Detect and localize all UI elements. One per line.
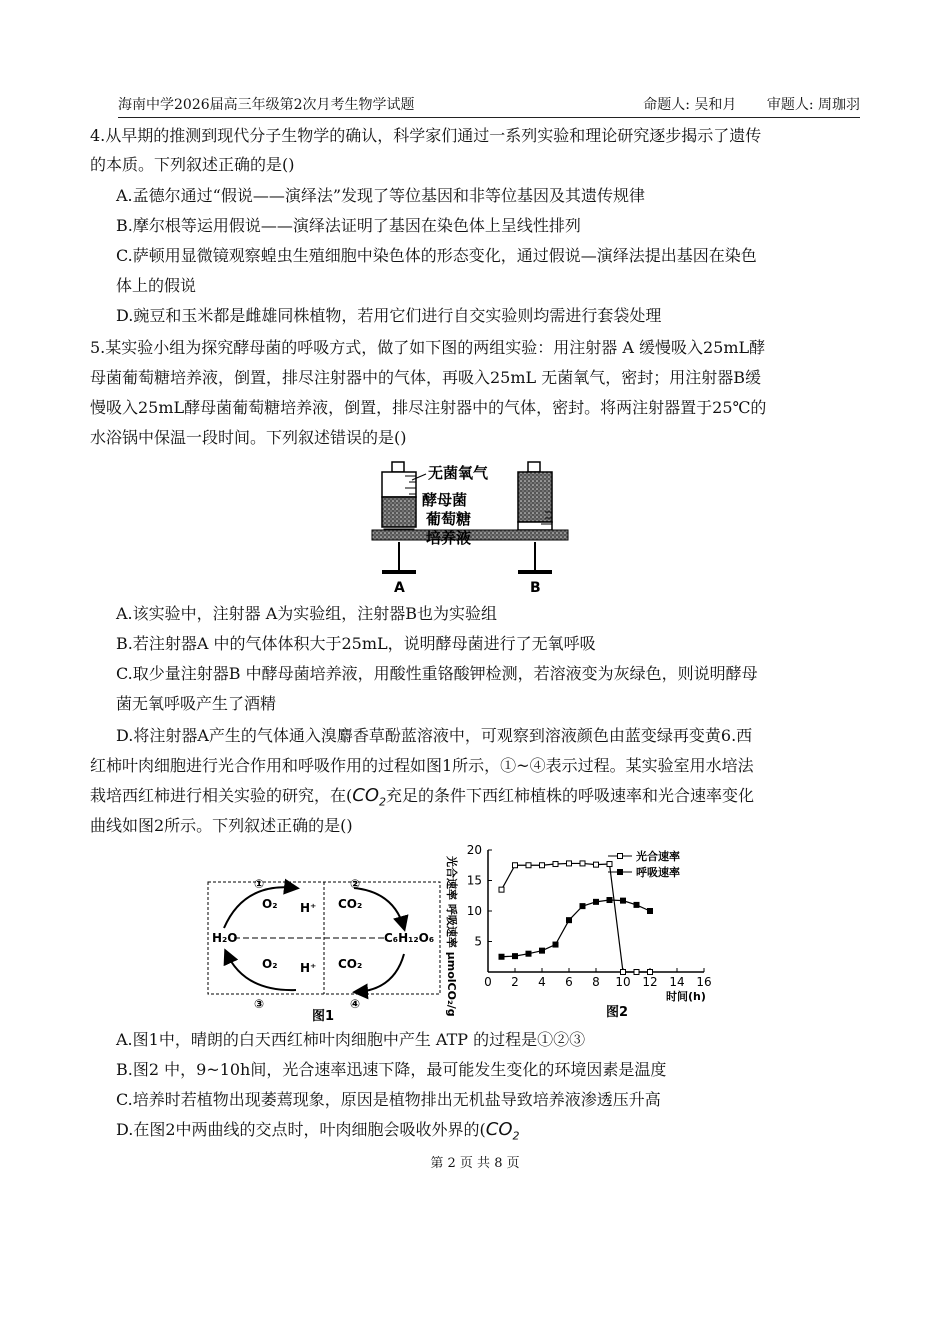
series-line-1 — [502, 863, 651, 972]
label-glucose: 葡萄糖 — [426, 510, 472, 528]
fig1-glucose: C₆H₁₂O₆ — [384, 931, 435, 945]
fig1-h2o: H₂O — [212, 931, 238, 945]
q5-option-d-q6-stem-1: D.将注射器A产生的气体通入溴麝香草酚蓝溶液中，可观察到溶液颜色由蓝变绿再变黄6.西 — [116, 726, 753, 745]
q5-option-c-1: C.取少量注射器B 中酵母菌培养液，用酸性重铬酸钾检测，若溶液变为灰绿色，则说明酵母 — [116, 664, 758, 683]
x-tick-label: 0 — [484, 975, 492, 989]
q5-option-a: A.该实验中，注射器 A为实验组，注射器B也为实验组 — [116, 604, 498, 623]
data-point — [607, 862, 612, 867]
exam-title: 海南中学2026届高三年级第2次月考生物学试题 — [118, 97, 415, 113]
data-point — [526, 863, 531, 868]
q4-option-a: A.孟德尔通过“假说——演绎法”发现了等位基因和非等位基因及其遗传规律 — [116, 186, 646, 205]
q5-stem-2: 母菌葡萄糖培养液，倒置，排尽注射器中的气体，再吸入25mL 无菌氧气，密封；用注射器B缓 — [90, 368, 762, 387]
data-point — [513, 954, 518, 959]
page-header — [118, 94, 860, 118]
x-tick-label: 2 — [511, 975, 519, 989]
data-point — [580, 861, 585, 866]
data-point — [594, 899, 599, 904]
q6-option-a: A.图1中，晴朗的白天西红柿叶肉细胞中产生 ATP 的过程是①②③ — [116, 1030, 586, 1049]
fig1-step-1: ① — [254, 877, 265, 891]
y-tick-label: 5 — [474, 934, 482, 949]
data-point — [540, 863, 545, 868]
page-footer: 第 2 页 共 8 页 — [430, 1156, 520, 1171]
q4-option-c-2: 体上的假说 — [116, 276, 197, 295]
figure-1 — [204, 862, 448, 1022]
q4-option-d: D.豌豆和玉米都是雌雄同株植物，若用它们进行自交实验则均需进行套袋处理 — [116, 306, 662, 325]
data-point — [513, 863, 518, 868]
q5-option-c-2: 菌无氧呼吸产生了酒精 — [116, 694, 277, 713]
x-axis-label: 时间(h) — [666, 990, 706, 1003]
figure-2-chart — [440, 842, 720, 1028]
data-point — [634, 902, 639, 907]
data-point — [540, 948, 545, 953]
data-point — [567, 861, 572, 866]
legend-marker — [618, 870, 623, 875]
syringe-a — [382, 462, 416, 574]
q4-option-c-1: C.萨顿用显微镜观察蝗虫生殖细胞中染色体的形态变化，通过假说—演绎法提出基因在染色 — [116, 246, 757, 265]
y-tick-label: 10 — [466, 904, 482, 918]
q6-option-c: C.培养时若植物出现萎蔫现象，原因是植物排出无机盐导致培养液渗透压升高 — [116, 1090, 661, 1109]
data-point — [607, 898, 612, 903]
fig1-h-bot: H⁺ — [300, 961, 317, 975]
x-tick-label: 10 — [615, 975, 631, 989]
data-point — [553, 862, 558, 867]
fig1-o2-top: O₂ — [262, 897, 278, 911]
fig1-h-top: H⁺ — [300, 901, 317, 915]
x-tick-label: 6 — [565, 975, 573, 989]
data-point — [499, 954, 504, 959]
q5-option-b: B.若注射器A 中的气体体积大于25mL，说明酵母菌进行了无氧呼吸 — [116, 634, 596, 653]
data-point — [526, 951, 531, 956]
q4-option-b: B.摩尔根等运用假说——演绎法证明了基因在染色体上呈线性排列 — [116, 216, 581, 235]
x-tick-label: 8 — [592, 975, 600, 989]
data-point — [648, 970, 653, 975]
q6-option-d: D.在图2中两曲线的交点时，叶肉细胞会吸收外界的($CO_2$ — [116, 1119, 520, 1143]
co2-formula-d: $CO_2$ — [485, 1119, 520, 1143]
author: 命题人: 吴和月 — [643, 97, 737, 113]
label-yeast: 酵母菌 — [422, 491, 468, 509]
data-point — [621, 898, 626, 903]
syringe-b — [518, 462, 552, 574]
q4-stem-1: 4.从早期的推测到现代分子生物学的确认，科学家们通过一系列实验和理论研究逐步揭示了遗传 — [90, 126, 762, 145]
data-point — [594, 862, 599, 867]
q4-stem-2: 的本质。下列叙述正确的是() — [90, 155, 295, 174]
label-b: B — [530, 580, 541, 596]
q6-stem-3: 栽培西红柿进行相关实验的研究，在($CO_2$充足的条件下西红柿植株的呼吸速率和光合速率变化 — [90, 785, 755, 809]
y-tick-label: 20 — [466, 843, 482, 857]
fig1-step-4: ④ — [350, 997, 361, 1011]
fig1-co2-bot: CO₂ — [338, 957, 363, 971]
x-tick-label: 4 — [538, 975, 546, 989]
data-point — [634, 970, 639, 975]
q6-stem-4: 曲线如图2所示。下列叙述正确的是() — [90, 816, 353, 835]
legend-label: 光合速率 — [636, 850, 680, 863]
data-point — [648, 909, 653, 914]
q5-stem-4: 水浴锅中保温一段时间。下列叙述错误的是() — [90, 428, 407, 447]
data-point — [621, 970, 626, 975]
chart-title: 图2 — [606, 1005, 629, 1020]
reviewer: 审题人: 周珈羽 — [766, 97, 860, 113]
fig1-step-2: ② — [350, 877, 361, 891]
fig1-o2-bot: O₂ — [262, 957, 278, 971]
label-oxygen: 无菌氧气 — [428, 464, 489, 482]
label-a: A — [394, 580, 405, 596]
syringe-figure — [360, 452, 600, 598]
q6-option-b: B.图2 中，9~10h间，光合速率迅速下降，最可能发生变化的环境因素是温度 — [116, 1060, 667, 1079]
y-tick-label: 15 — [466, 873, 482, 888]
legend-label: 呼吸速率 — [636, 866, 680, 879]
data-point — [553, 942, 558, 947]
data-point — [499, 887, 504, 892]
label-medium: 培养液 — [426, 529, 472, 547]
q5-stem-1: 5.某实验小组为探究酵母菌的呼吸方式，做了如下图的两组实验：用注射器 A 缓慢吸入25mL酵 — [90, 338, 766, 357]
fig1-co2-top: CO₂ — [338, 897, 363, 911]
series-line-2 — [502, 900, 651, 957]
data-point — [580, 904, 585, 909]
x-tick-label: 12 — [642, 975, 658, 989]
co2-formula: $CO_2$ — [352, 785, 386, 809]
x-tick-label: 16 — [696, 975, 712, 989]
fig1-caption: 图1 — [312, 1009, 335, 1022]
legend-marker — [618, 854, 623, 859]
fig1-step-3: ③ — [254, 997, 265, 1011]
q6-stem-2: 红柿叶肉细胞进行光合作用和呼吸作用的过程如图1所示，①~④表示过程。某实验室用水培法 — [90, 756, 754, 775]
q5-stem-3: 慢吸入25mL酵母菌葡萄糖培养液，倒置，排尽注射器中的气体，密封。将两注射器置于25℃的 — [90, 398, 767, 417]
data-point — [567, 918, 572, 923]
y-axis-label: 光合速率 呼吸速率 μmolCO₂/g — [445, 856, 458, 1017]
x-tick-label: 14 — [669, 975, 685, 989]
